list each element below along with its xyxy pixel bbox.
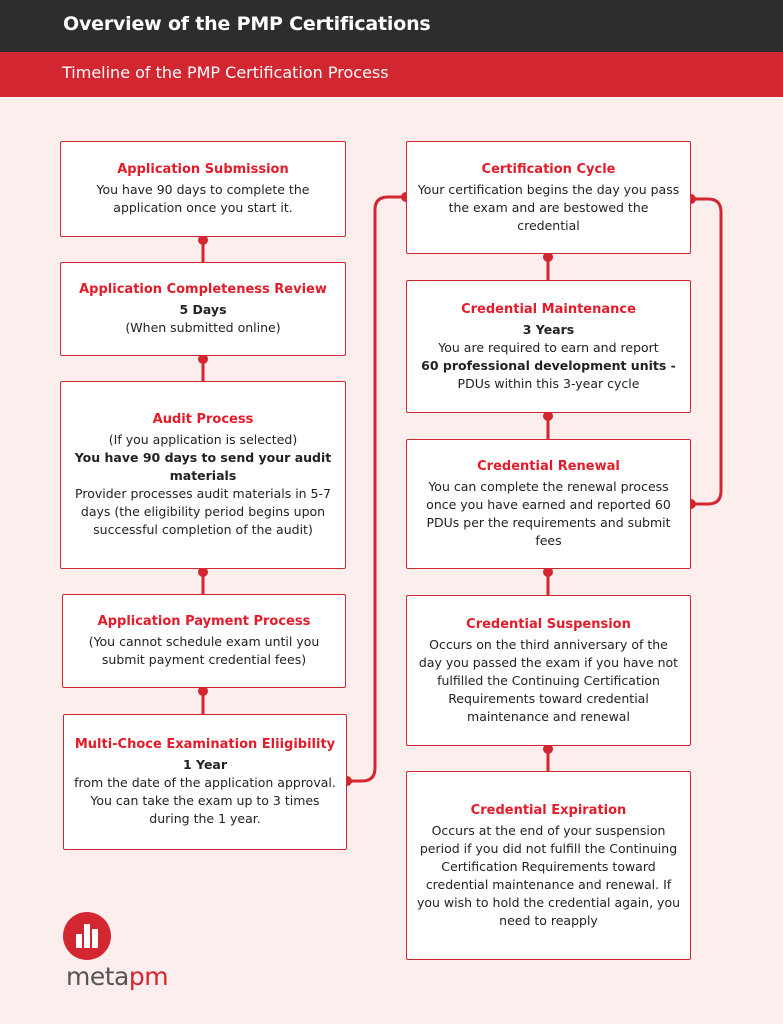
step-text: You have 90 days to complete the application once you start it. xyxy=(96,182,310,215)
page-subtitle: Timeline of the PMP Certification Process xyxy=(62,63,389,82)
step-application-submission xyxy=(60,141,346,237)
logo-word-meta: meta xyxy=(66,962,129,991)
step-title: Application Submission xyxy=(117,162,289,177)
step-certification-cycle xyxy=(406,141,691,254)
step-title: Credential Expiration xyxy=(470,802,627,818)
step-text: You have 90 days to send your audit materials xyxy=(74,450,332,483)
step-text: You can complete the renewal process once you have earned and reported 60 PDUs per the requirements and submit fees xyxy=(426,479,671,548)
step-credential-maintenance xyxy=(406,280,691,413)
metapm-logo xyxy=(63,912,183,992)
step-title: Credential Renewal xyxy=(477,459,620,474)
step-text: 5 Days xyxy=(179,302,227,317)
step-text: (If you application is selected) xyxy=(108,432,298,447)
step-credential-expiration xyxy=(406,771,691,960)
step-exam-eligibility xyxy=(63,714,347,850)
step-title: Certification Cycle xyxy=(481,161,616,177)
page-title: Overview of the PMP Certifications xyxy=(63,13,431,35)
step-text: You are required to earn and report xyxy=(438,339,659,355)
step-audit-process xyxy=(60,381,346,569)
step-text: 3 Years xyxy=(522,321,575,337)
step-title: Credential Maintenance xyxy=(461,301,636,317)
step-text: (You cannot schedule exam until you submit payment credential fees) xyxy=(88,634,320,667)
step-text: PDUs within this 3-year cycle xyxy=(457,375,640,391)
subheader-bar xyxy=(0,52,783,97)
step-text: Your certification begins the day you pass the exam and are bestowed the credential xyxy=(417,181,680,233)
step-text: 60 professional development units - xyxy=(421,357,676,373)
step-credential-renewal xyxy=(406,439,691,569)
logo-mark-icon xyxy=(63,912,111,960)
step-text: Provider processes audit materials in 5-7 days (the eligibility period begins upon successful completion of the audit) xyxy=(75,486,331,537)
header-bar xyxy=(0,0,783,52)
logo-wordmark xyxy=(66,962,168,991)
step-completeness-review xyxy=(60,262,346,356)
step-title: Application Payment Process xyxy=(97,614,311,629)
step-credential-suspension xyxy=(406,595,691,746)
logo-word-pm: pm xyxy=(128,962,169,991)
step-title: Multi-Choce Examination Eliigibility xyxy=(74,737,336,752)
step-title: Application Completeness Review xyxy=(79,282,327,297)
step-text: from the date of the application approval. You can take the exam up to 3 times during the 1 year. xyxy=(74,775,336,826)
step-text: (When submitted online) xyxy=(125,320,281,335)
step-payment-process xyxy=(62,594,346,688)
step-text: Occurs at the end of your suspension period if you did not fulfill the Continuing Certification Requirements toward credential maintenance and renewal. If you wish to hold the credential again, you need to reapply xyxy=(416,822,681,928)
step-text: Occurs on the third anniversary of the day you passed the exam if you have not fulfilled the Continuing Certification Requirements toward credential maintenance and renewal xyxy=(418,636,679,724)
step-title: Credential Suspension xyxy=(466,616,631,632)
step-title: Audit Process xyxy=(152,412,254,427)
step-text: 1 Year xyxy=(182,757,228,772)
